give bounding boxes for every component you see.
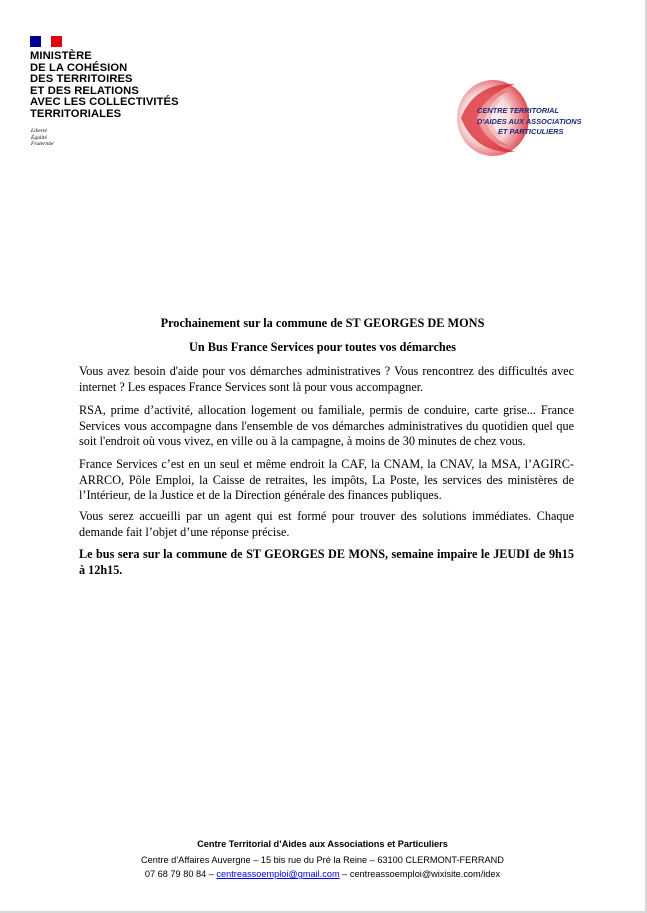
logo-line: CENTRE TERRITORIAL	[477, 106, 559, 115]
paragraph: RSA, prime d’activité, allocation logement ou familiale, permis de conduire, carte grise... France Services vous accompagne dans l'ensemble de vos démarches administratives du quotidien quel que soit l'endroit où vous vivez, en ville ou à la campagne, à moins de 30 minutes de chez vous.	[79, 403, 574, 449]
ministry-name	[30, 51, 179, 121]
paragraph: France Services c’est en un seul et même endroit la CAF, la CNAM, la CNAV, la MSA, l’AGIRC-ARRCO, Pôle Emploi, la Caisse de retraites, les impôts, La Poste, les services des ministères de l’Intérieur, de la Justice et de la Direction générale des finances publiques.	[79, 457, 574, 503]
footer-separator: –	[206, 869, 217, 879]
footer-address: Centre d’Affaires Auvergne – 15 bis rue du Pré la Reine – 63100 CLERMONT-FERRAND	[141, 855, 504, 865]
ministry-line: TERRITORIALES	[30, 107, 122, 120]
ministry-line: AVEC LES COLLECTIVITÉS	[30, 96, 179, 109]
motto-line: Liberté	[31, 128, 47, 134]
paragraph: Vous avez besoin d'aide pour vos démarches administratives ? Vous rencontrez des difficultés avec internet ? Les espaces France Services sont là pour vous accompagner.	[79, 364, 574, 394]
logo-line: ET PARTICULIERS	[498, 127, 564, 137]
paragraph: Vous serez accueilli par un agent qui est formé pour trouver des solutions immédiates. Chaque demande fait l’objet d’une réponse précise.	[79, 509, 574, 539]
footer-separator: –	[339, 869, 350, 879]
footer-phone: 07 68 79 80 84	[144, 869, 207, 879]
ministry-line: DE LA COHÉSION	[30, 61, 128, 74]
logo-text	[477, 106, 582, 138]
footer-contact	[0, 869, 645, 879]
schedule-paragraph: Le bus sera sur la commune de ST GEORGES DE MONS, semaine impaire le JEUDI de 9h15 à 12h15.	[79, 547, 574, 577]
footer-website: centreassoemploi@wixisite.com/idex	[349, 869, 501, 879]
ministry-line: ET DES RELATIONS	[30, 84, 139, 97]
french-flag-icon	[30, 36, 62, 47]
footer-email-link[interactable]: centreassoemploi@gmail.com	[216, 869, 340, 879]
ministry-line: DES TERRITOIRES	[30, 73, 133, 86]
document-subtitle: Un Bus France Services pour toutes vos démarches	[189, 340, 456, 354]
footer-org: Centre Territorial d’Aides aux Associations et Particuliers	[197, 839, 448, 849]
ministry-line: MINISTÈRE	[30, 50, 92, 62]
motto-line: Égalité	[31, 134, 47, 141]
logo-line: D'AIDES AUX ASSOCIATIONS	[477, 116, 582, 126]
document-title: Prochainement sur la commune de ST GEORGES DE MONS	[160, 316, 485, 330]
motto-line: Fraternité	[31, 141, 54, 147]
republic-motto	[31, 128, 54, 148]
